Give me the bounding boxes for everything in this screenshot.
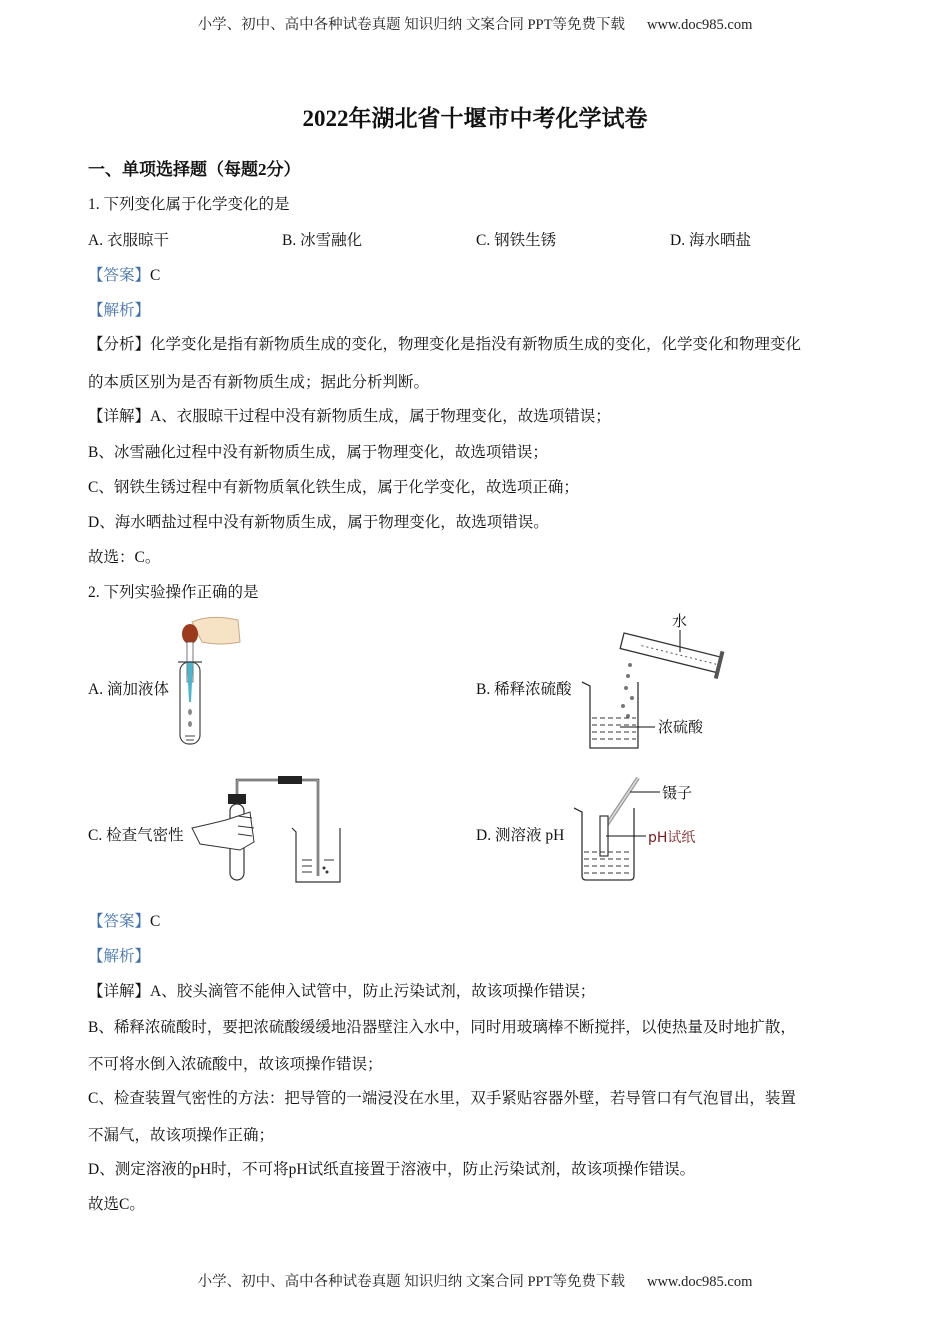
question-1-stem: 1. 下列变化属于化学变化的是 <box>88 196 290 213</box>
q2-option-d: D. 测溶液 pH <box>476 827 565 844</box>
q1-detail-a <box>88 404 611 426</box>
header-url[interactable]: www.doc985.com <box>646 17 753 33</box>
detail-text: A、衣服晾干过程中没有新物质生成，属于物理变化，故选项错误； <box>150 408 611 425</box>
q1-option-a: A. 衣服晾干 <box>88 232 169 249</box>
section-heading: 一、单项选择题（每题2分） <box>88 160 301 179</box>
q1-fenxi <box>88 332 801 354</box>
q2-detail-a <box>88 979 595 1001</box>
q2-detail-d: D、测定溶液的pH时，不可将pH试纸直接置于溶液中，防止污染试剂，故该项操作错误。 <box>88 1161 696 1178</box>
page-footer <box>0 1270 950 1291</box>
q2-option-c: C. 检查气密性 <box>88 827 184 844</box>
header-text: 小学、初中、高中各种试卷真题 知识归纳 文案合同 PPT等免费下载 <box>197 17 625 33</box>
q1-option-c: C. 钢铁生锈 <box>476 232 557 249</box>
q2-conclusion: 故选C。 <box>88 1196 145 1213</box>
q2-answer <box>88 909 160 931</box>
document-title: 2022年湖北省十堰市中考化学试卷 <box>302 106 648 131</box>
answer-value: C <box>150 913 161 930</box>
page-header <box>0 13 950 34</box>
answer-value: C <box>150 267 161 284</box>
svg-text:水: 水 <box>672 612 688 630</box>
q2-detail-b: B、稀释浓硫酸时，要把浓硫酸缓缓地沿器壁注入水中，同时用玻璃棒不断搅拌，以使热量及时地扩散， <box>88 1019 796 1036</box>
svg-text:pH试纸: pH试纸 <box>648 830 696 846</box>
airtightness-check-figure <box>190 772 350 887</box>
fenxi-label: 【分析】 <box>88 336 151 353</box>
question-2-stem: 2. 下列实验操作正确的是 <box>88 584 259 601</box>
answer-label: 【答案】 <box>88 267 151 284</box>
q1-option-d: D. 海水晒盐 <box>670 232 751 249</box>
q1-detail-b: B、冰雪融化过程中没有新物质生成，属于物理变化，故选项错误； <box>88 444 548 461</box>
fenxi-text: 化学变化是指有新物质生成的变化，物理变化是指没有新物质生成的变化，化学变化和物理变化 <box>150 336 802 353</box>
q2-option-a: A. 滴加液体 <box>88 681 169 698</box>
q1-fenxi-cont: 的本质区别为是否有新物质生成；据此分析判断。 <box>88 374 430 391</box>
dropper-test-tube-figure <box>170 612 250 752</box>
q2-detail-b-cont: 不可将水倒入浓硫酸中，故该项操作错误； <box>88 1056 383 1073</box>
footer-url[interactable]: www.doc985.com <box>646 1274 753 1290</box>
answer-label: 【答案】 <box>88 913 151 930</box>
detail-label: 【详解】 <box>88 983 151 1000</box>
q1-answer <box>88 263 160 285</box>
q2-detail-c-cont: 不漏气，故该项操作正确； <box>88 1127 275 1144</box>
detail-text: A、胶头滴管不能伸入试管中，防止污染试剂，故该项操作错误； <box>150 983 596 1000</box>
q1-detail-d: D、海水晒盐过程中没有新物质生成，属于物理变化，故选项错误。 <box>88 514 549 531</box>
dilute-acid-figure <box>580 608 730 753</box>
measure-ph-figure <box>572 772 722 887</box>
svg-text:浓硫酸: 浓硫酸 <box>658 718 704 736</box>
q1-option-b: B. 冰雪融化 <box>282 232 363 249</box>
q2-option-b: B. 稀释浓硫酸 <box>476 681 572 698</box>
q1-conclusion: 故选：C。 <box>88 549 161 566</box>
q2-detail-c: C、检查装置气密性的方法：把导管的一端浸没在水里，双手紧贴容器外壁，若导管口有气泡冒出，装置 <box>88 1090 796 1107</box>
svg-text:镊子: 镊子 <box>662 784 693 802</box>
q1-detail-c: C、钢铁生锈过程中有新物质氧化铁生成，属于化学变化，故选项正确； <box>88 479 579 496</box>
footer-text: 小学、初中、高中各种试卷真题 知识归纳 文案合同 PPT等免费下载 <box>197 1274 625 1290</box>
q2-analysis-label: 【解析】 <box>88 948 151 965</box>
q1-analysis-label: 【解析】 <box>88 302 151 319</box>
detail-label: 【详解】 <box>88 408 151 425</box>
